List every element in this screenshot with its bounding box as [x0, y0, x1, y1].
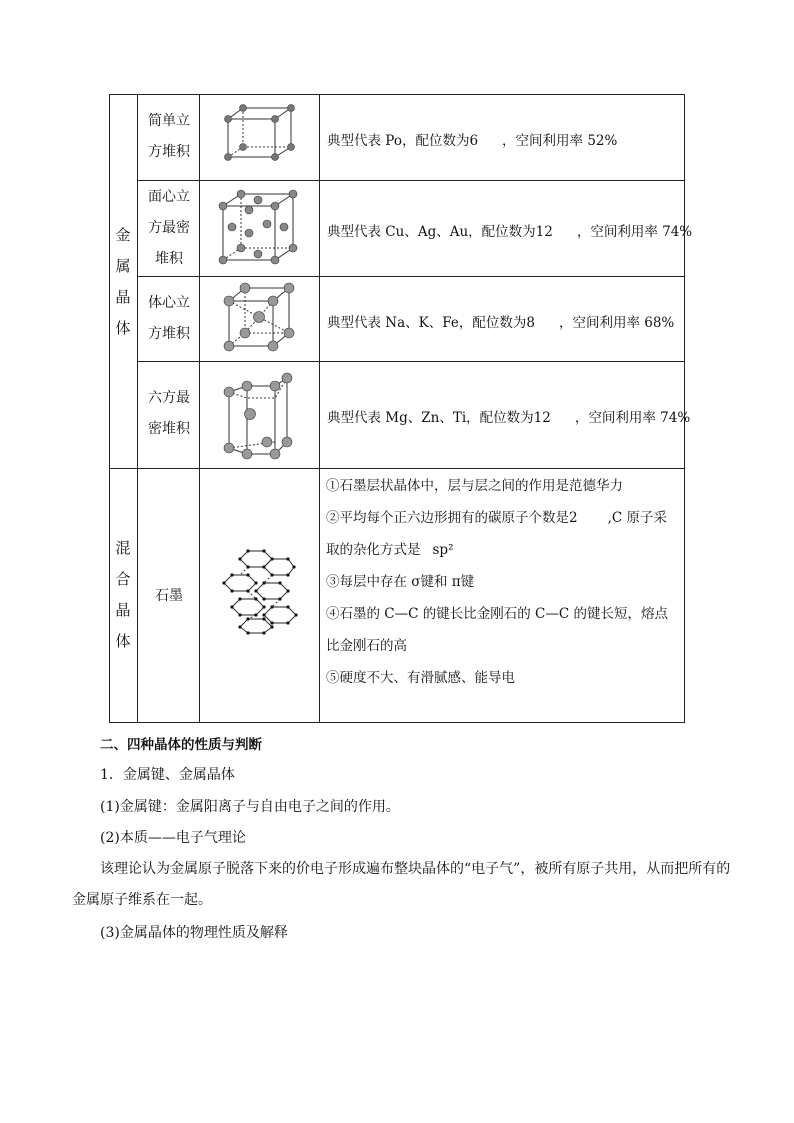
hexagonal-close-packed-diagram	[217, 368, 303, 460]
face-centered-cubic-diagram	[213, 184, 307, 272]
paragraph: (3)金属晶体的物理性质及解释	[100, 925, 288, 941]
list-item: ③每层中存在 σ键和 π键	[326, 574, 475, 590]
packing-name: 面心立	[148, 189, 190, 205]
body-centered-cubic-diagram	[218, 279, 302, 357]
paragraph: 该理论认为金属原子脱落下来的价电子形成遍布整块晶体的“电子气”，被所有原子共用，从而把所有的	[100, 861, 731, 877]
paragraph: (2)本质——电子气理论	[100, 830, 246, 846]
packing-name: 简单立	[148, 113, 190, 129]
section-title: 二、四种晶体的性质与判断	[100, 737, 262, 753]
packing-description: 典型代表 Mg、Zn、Ti，配位数为12 ，空间利用率 74%	[327, 410, 691, 426]
graphite-name: 石墨	[155, 588, 183, 604]
packing-name: 密堆积	[148, 421, 190, 437]
simple-cubic-diagram	[215, 100, 305, 172]
list-item: ①石墨层状晶体中，层与层之间的作用是范德华力	[326, 478, 623, 494]
subsection-heading: 1．金属键、金属晶体	[100, 767, 235, 783]
paragraph: 金属原子维系在一起。	[72, 892, 212, 908]
packing-name: 方堆积	[148, 144, 190, 160]
packing-name: 方最密	[148, 220, 190, 236]
list-item: ④石墨的 C—C 的键长比金刚石的 C—C 的键长短，熔点	[326, 606, 668, 622]
packing-name: 六方最	[148, 390, 190, 406]
packing-description: 典型代表 Na、K、Fe，配位数为8 ，空间利用率 68%	[327, 315, 675, 331]
paragraph: (1)金属键：金属阳离子与自由电子之间的作用。	[100, 799, 400, 815]
graphite-properties	[326, 470, 682, 694]
list-item: ⑤硬度不大、有滑腻感、能导电	[326, 670, 515, 686]
list-item: 比金刚石的高	[326, 638, 407, 654]
packing-name: 堆积	[155, 251, 183, 267]
packing-name: 体心立	[148, 295, 190, 311]
packing-name: 方堆积	[148, 326, 190, 342]
packing-description: 典型代表 Po，配位数为6 ，空间利用率 52%	[327, 133, 618, 149]
graphite-structure-diagram	[218, 543, 304, 635]
packing-description: 典型代表 Cu、Ag、Au，配位数为12 ，空间利用率 74%	[327, 224, 693, 240]
list-item: ②平均每个正六边形拥有的碳原子个数是2 ,C 原子采	[326, 510, 668, 526]
list-item: 取的杂化方式是 sp²	[326, 542, 454, 558]
